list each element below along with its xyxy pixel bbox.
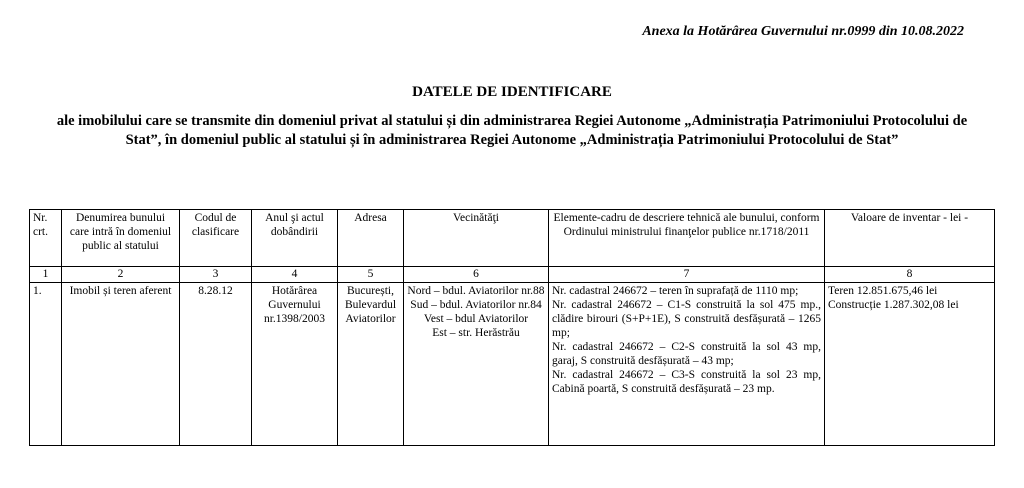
column-number: 3 [180, 267, 252, 283]
column-number-row [30, 267, 995, 283]
header-denumire: Denumirea bunului care intră în domeniul public al statului [62, 210, 180, 267]
table-row [30, 283, 995, 446]
document-subtitle: ale imobilului care se transmite din domeniul privat al statului și din administrarea Regiei Autonome „Administrația Patrimoniului Protocolului de Stat”, în domeniul public al statului și în administrarea Regiei Autonome „Administrația Patrimoniului Protocolului de Stat” [56, 113, 968, 148]
document-title: DATELE DE IDENTIFICARE [412, 84, 612, 100]
column-number: 5 [338, 267, 404, 283]
column-number: 7 [549, 267, 825, 283]
neighbor-east: Est – str. Herăstrău [432, 327, 520, 339]
identification-table [29, 209, 995, 446]
value-teren: Teren 12.851.675,46 lei [828, 285, 938, 297]
column-number: 2 [62, 267, 180, 283]
header-act: Anul şi actul dobândirii [252, 210, 338, 267]
description-line: Nr. cadastral 246672 – teren în suprafață de 1110 mp; [552, 285, 799, 297]
header-adresa: Adresa [338, 210, 404, 267]
column-number: 1 [30, 267, 62, 283]
neighbor-west: Vest – bdul Aviatorilor [423, 313, 529, 325]
description-line: Nr. cadastral 246672 – C1-S construită la sol 475 mp., clădire birouri (S+P+1E), S construită desfășurată – 1265 mp; [552, 299, 821, 339]
description-line: Nr. cadastral 246672 – C2-S construită la sol 43 mp, garaj, S construită desfășurată – 43 mp; [552, 341, 821, 367]
cell-valoare [825, 283, 995, 446]
header-vecinatati: Vecinătăţi [404, 210, 549, 267]
header-descriere: Elemente-cadru de descriere tehnică ale bunului, conform Ordinului ministrului finanţelor publice nr.1718/2011 [549, 210, 825, 267]
cell-cod: 8.28.12 [180, 283, 252, 446]
cell-denumire: Imobil și teren aferent [62, 283, 180, 446]
neighbor-north: Nord – bdul. Aviatorilor nr.88 [407, 285, 545, 297]
header-valoare: Valoare de inventar - lei - [825, 210, 995, 267]
column-number: 8 [825, 267, 995, 283]
cell-descriere [549, 283, 825, 446]
cell-adresa: București, Bulevardul Aviatorilor [338, 283, 404, 446]
description-line: Nr. cadastral 246672 – C3-S construită la sol 23 mp, Cabină poartă, S construită desfășurată – 23 mp. [552, 369, 821, 395]
header-nr: Nr. crt. [30, 210, 62, 267]
cell-vecinatati [404, 283, 549, 446]
column-number: 6 [404, 267, 549, 283]
value-constructie: Construcție 1.287.302,08 lei [828, 299, 959, 311]
header-cod: Codul de clasificare [180, 210, 252, 267]
cell-act: Hotărârea Guvernului nr.1398/2003 [252, 283, 338, 446]
neighbor-south: Sud – bdul. Aviatorilor nr.84 [410, 299, 542, 311]
table-header-row [30, 210, 995, 267]
annex-reference: Anexa la Hotărârea Guvernului nr.0999 din 10.08.2022 [642, 24, 964, 39]
column-number: 4 [252, 267, 338, 283]
cell-nr: 1. [30, 283, 62, 446]
